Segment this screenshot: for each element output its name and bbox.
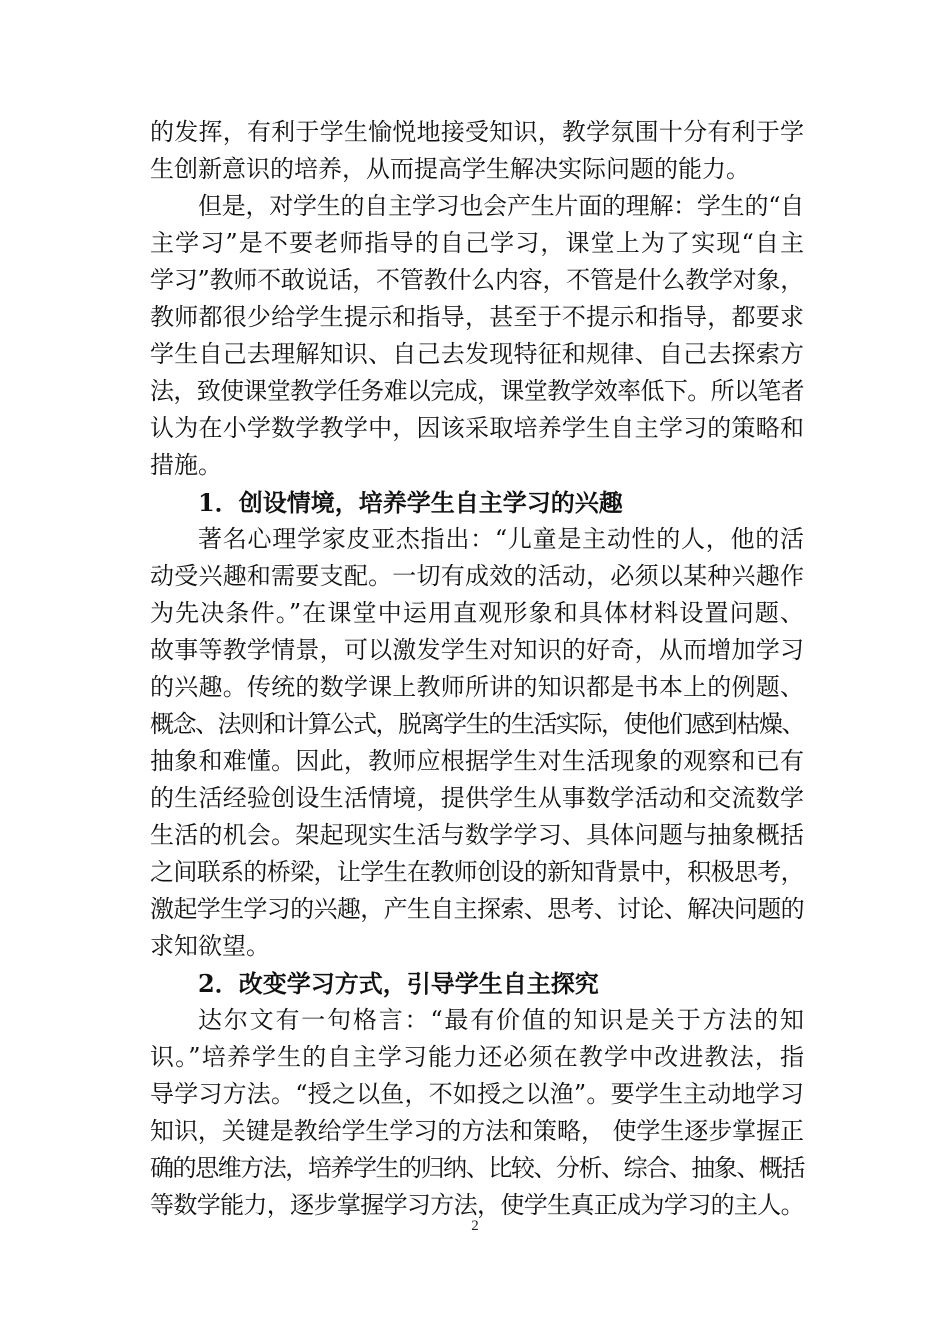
text-line: 动受兴趣和需要支配。一切有成效的活动，必须以某种兴趣作	[150, 562, 805, 590]
text-line: 之间联系的桥梁，让学生在教师创设的新知背景中，积极思考，	[150, 858, 804, 886]
text-line: 概念、法则和计算公式，脱离学生的生活实际，使他们感到枯燥、	[150, 710, 804, 738]
text-line: 著名心理学家皮亚杰指出：“儿童是主动性的人，他的活	[198, 525, 805, 553]
text-line: 激起学生学习的兴趣，产生自主探索、思考、讨论、解决问题的	[150, 895, 804, 923]
text-line: 学生自己去理解知识、自己去发现特征和规律、自己去探索方	[150, 340, 805, 368]
text-line: 教师都很少给学生提示和指导，甚至于不提示和指导，都要求	[150, 303, 805, 331]
text-line: 认为在小学数学教学中，因该采取培养学生自主学习的策略和	[150, 414, 805, 442]
section-heading: 2．改变学习方式，引导学生自主探究	[198, 969, 599, 998]
text-line: 的生活经验创设生活情境，提供学生从事数学活动和交流数学	[150, 784, 805, 812]
section-heading: 1．创设情境，培养学生自主学习的兴趣	[198, 488, 623, 517]
text-line: 主学习”是不要老师指导的自己学习，课堂上为了实现“自主	[150, 229, 806, 257]
text-line: 确的思维方法，培养学生的归纳、比较、分析、综合、抽象、概括	[150, 1154, 804, 1182]
text-line: 措施。	[150, 451, 222, 479]
text-line: 等数学能力，逐步掌握学习方法，使学生真正成为学习的主人。	[150, 1191, 804, 1219]
text-line: 的发挥，有利于学生愉悦地接受知识，教学氛围十分有利于学	[150, 118, 805, 146]
text-line: 导学习方法。“授之以鱼，不如授之以渔”。要学生主动地学习	[150, 1080, 805, 1108]
text-line: 学习”教师不敢说话，不管教什么内容，不管是什么教学对象，	[150, 266, 804, 294]
document-body	[150, 114, 804, 1224]
text-line: 抽象和难懂。因此，教师应根据学生对生活现象的观察和已有	[150, 747, 805, 775]
text-line: 生创新意识的培养，从而提高学生解决实际问题的能力。	[150, 155, 750, 183]
text-line: 但是，对学生的自主学习也会产生片面的理解：学生的“自	[198, 192, 804, 220]
text-line: 的兴趣。传统的数学课上教师所讲的知识都是书本上的例题、	[150, 673, 805, 701]
text-line: 故事等教学情景，可以激发学生对知识的好奇，从而增加学习	[150, 636, 805, 664]
page-number: 2	[471, 1218, 479, 1234]
text-line: 为先决条件。”在课堂中运用直观形象和具体材料设置问题、	[150, 599, 806, 627]
text-line: 知识，关键是教给学生学习的方法和策略， 使学生逐步掌握正	[150, 1117, 804, 1145]
text-line: 达尔文有一句格言：“最有价值的知识是关于方法的知	[198, 1006, 806, 1034]
text-line: 求知欲望。	[150, 932, 270, 960]
text-line: 生活的机会。架起现实生活与数学学习、具体问题与抽象概括	[150, 821, 805, 849]
text-line: 法，致使课堂教学任务难以完成，课堂教学效率低下。所以笔者	[150, 377, 804, 405]
text-line: 识。”培养学生的自主学习能力还必须在教学中改进教法，指	[150, 1043, 806, 1071]
